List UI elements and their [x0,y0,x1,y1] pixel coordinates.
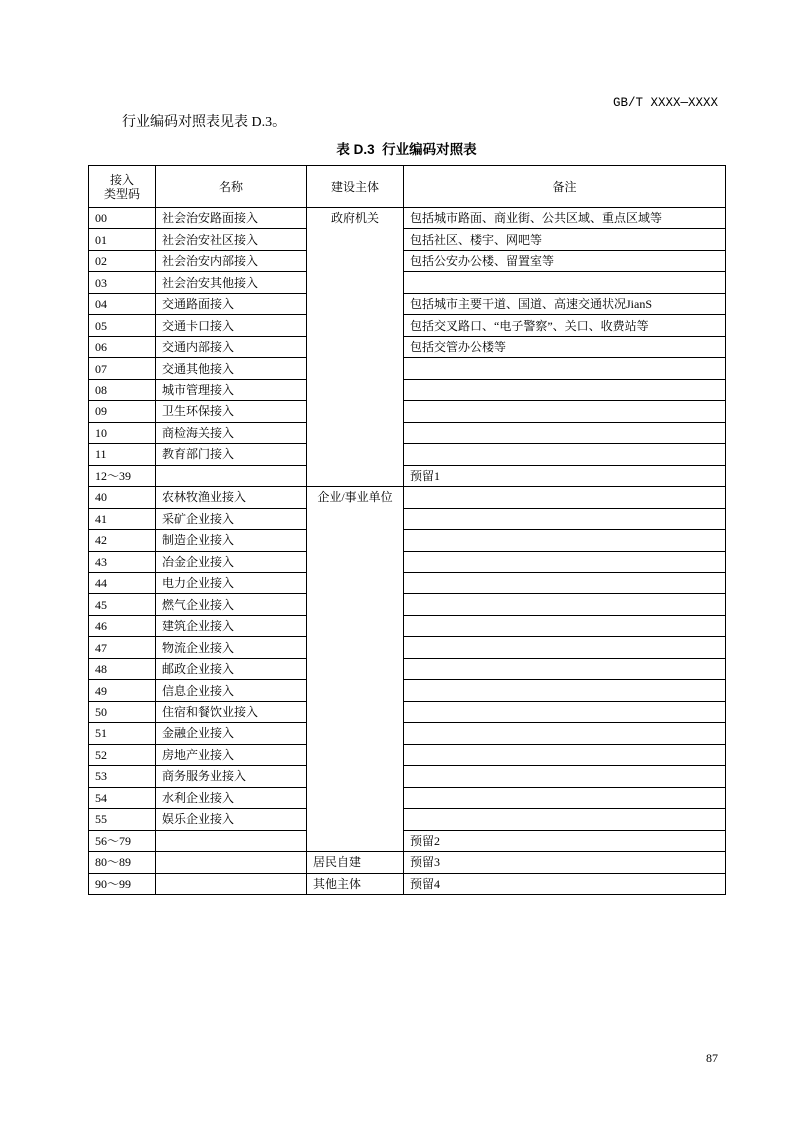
page-number: 87 [706,1051,718,1065]
note-cell [404,680,726,701]
code-cell: 54 [89,787,156,808]
code-cell: 06 [89,336,156,357]
name-cell: 建筑企业接入 [156,615,307,636]
table-row [89,701,726,722]
name-cell: 商务服务业接入 [156,766,307,787]
code-cell: 47 [89,637,156,658]
name-cell: 城市管理接入 [156,379,307,400]
table-row [89,250,726,271]
note-cell [404,766,726,787]
note-cell [404,422,726,443]
code-cell: 45 [89,594,156,615]
note-cell: 包括城市路面、商业街、公共区域、重点区域等 [404,208,726,229]
name-cell [156,852,307,873]
table-row [89,208,726,229]
table-row [89,723,726,744]
code-cell: 49 [89,680,156,701]
name-cell [156,873,307,894]
table-row [89,572,726,593]
code-cell: 10 [89,422,156,443]
name-cell: 邮政企业接入 [156,658,307,679]
table-row [89,766,726,787]
table-caption: 表 D.3 行业编码对照表 [336,142,477,157]
header-code-line2: 类型码 [103,186,140,201]
builder-cell: 其他主体 [307,873,404,894]
code-cell: 09 [89,401,156,422]
name-cell [156,830,307,851]
name-cell: 房地产业接入 [156,744,307,765]
name-cell: 信息企业接入 [156,680,307,701]
code-cell: 40 [89,487,156,508]
table-row [89,852,726,873]
name-cell: 娱乐企业接入 [156,809,307,830]
note-cell [404,551,726,572]
note-cell [404,723,726,744]
note-cell [404,530,726,551]
note-cell [404,379,726,400]
code-cell: 90～99 [89,873,156,894]
code-cell: 52 [89,744,156,765]
name-cell: 冶金企业接入 [156,551,307,572]
header-cell-code [89,166,156,208]
name-cell [156,465,307,486]
name-cell: 社会治安社区接入 [156,229,307,250]
table-row [89,809,726,830]
name-cell: 社会治安路面接入 [156,208,307,229]
code-cell: 08 [89,379,156,400]
code-cell: 51 [89,723,156,744]
table-row [89,272,726,293]
table-row [89,422,726,443]
note-cell [404,487,726,508]
table-row [89,401,726,422]
name-cell: 农林牧渔业接入 [156,487,307,508]
table-row [89,873,726,894]
code-cell: 07 [89,358,156,379]
header-cell-builder: 建设主体 [307,166,404,208]
table-row [89,379,726,400]
code-cell: 56～79 [89,830,156,851]
code-cell: 41 [89,508,156,529]
table-row [89,487,726,508]
builder-cell: 居民自建 [307,852,404,873]
table-row [89,551,726,572]
note-cell: 预留4 [404,873,726,894]
note-cell [404,508,726,529]
name-cell: 社会治安内部接入 [156,250,307,271]
table-row [89,444,726,465]
builder-cell: 企业/事业单位 [307,487,404,852]
code-cell: 48 [89,658,156,679]
table-row [89,293,726,314]
code-cell: 53 [89,766,156,787]
name-cell: 交通路面接入 [156,293,307,314]
name-cell: 交通其他接入 [156,358,307,379]
intro-text: 行业编码对照表见表 D.3。 [122,115,287,130]
table-row [89,637,726,658]
table-header-row [89,166,726,208]
table-row [89,830,726,851]
header-code-line1: 接入 [109,172,134,187]
note-cell [404,272,726,293]
name-cell: 采矿企业接入 [156,508,307,529]
note-cell [404,744,726,765]
code-cell: 11 [89,444,156,465]
code-cell: 05 [89,315,156,336]
industry-code-table-body [89,208,726,895]
note-cell: 预留2 [404,830,726,851]
note-cell: 包括社区、楼宇、网吧等 [404,229,726,250]
header-cell-name: 名称 [156,166,307,208]
table-row [89,315,726,336]
table-row [89,680,726,701]
note-cell [404,594,726,615]
doc-standard-code: GB/T XXXX—XXXX [612,96,718,110]
note-cell [404,358,726,379]
name-cell: 制造企业接入 [156,530,307,551]
name-cell: 交通卡口接入 [156,315,307,336]
industry-code-table [88,165,726,895]
code-cell: 80～89 [89,852,156,873]
code-cell: 55 [89,809,156,830]
table-row [89,594,726,615]
name-cell: 教育部门接入 [156,444,307,465]
code-cell: 00 [89,208,156,229]
note-cell [404,615,726,636]
name-cell: 住宿和餐饮业接入 [156,701,307,722]
table-row [89,465,726,486]
name-cell: 卫生环保接入 [156,401,307,422]
note-cell [404,701,726,722]
table-row [89,615,726,636]
code-cell: 02 [89,250,156,271]
table-row [89,336,726,357]
code-cell: 44 [89,572,156,593]
note-cell: 包括交管办公楼等 [404,336,726,357]
note-cell [404,572,726,593]
name-cell: 商检海关接入 [156,422,307,443]
table-row [89,508,726,529]
note-cell: 预留1 [404,465,726,486]
note-cell [404,787,726,808]
header-cell-note: 备注 [404,166,726,208]
note-cell: 包括城市主要干道、国道、高速交通状况JianS [404,293,726,314]
note-cell: 包括交叉路口、“电子警察”、关口、收费站等 [404,315,726,336]
table-row [89,530,726,551]
name-cell: 电力企业接入 [156,572,307,593]
name-cell: 金融企业接入 [156,723,307,744]
code-cell: 43 [89,551,156,572]
name-cell: 交通内部接入 [156,336,307,357]
note-cell [404,401,726,422]
code-cell: 03 [89,272,156,293]
note-cell: 预留3 [404,852,726,873]
table-row [89,787,726,808]
table-row [89,358,726,379]
table-row [89,658,726,679]
note-cell [404,658,726,679]
note-cell: 包括公安办公楼、留置室等 [404,250,726,271]
code-cell: 50 [89,701,156,722]
name-cell: 水利企业接入 [156,787,307,808]
table-row [89,744,726,765]
code-cell: 04 [89,293,156,314]
name-cell: 社会治安其他接入 [156,272,307,293]
note-cell [404,809,726,830]
code-cell: 42 [89,530,156,551]
table-row [89,229,726,250]
note-cell [404,444,726,465]
code-cell: 12～39 [89,465,156,486]
name-cell: 燃气企业接入 [156,594,307,615]
name-cell: 物流企业接入 [156,637,307,658]
code-cell: 01 [89,229,156,250]
code-cell: 46 [89,615,156,636]
builder-cell: 政府机关 [307,208,404,487]
note-cell [404,637,726,658]
